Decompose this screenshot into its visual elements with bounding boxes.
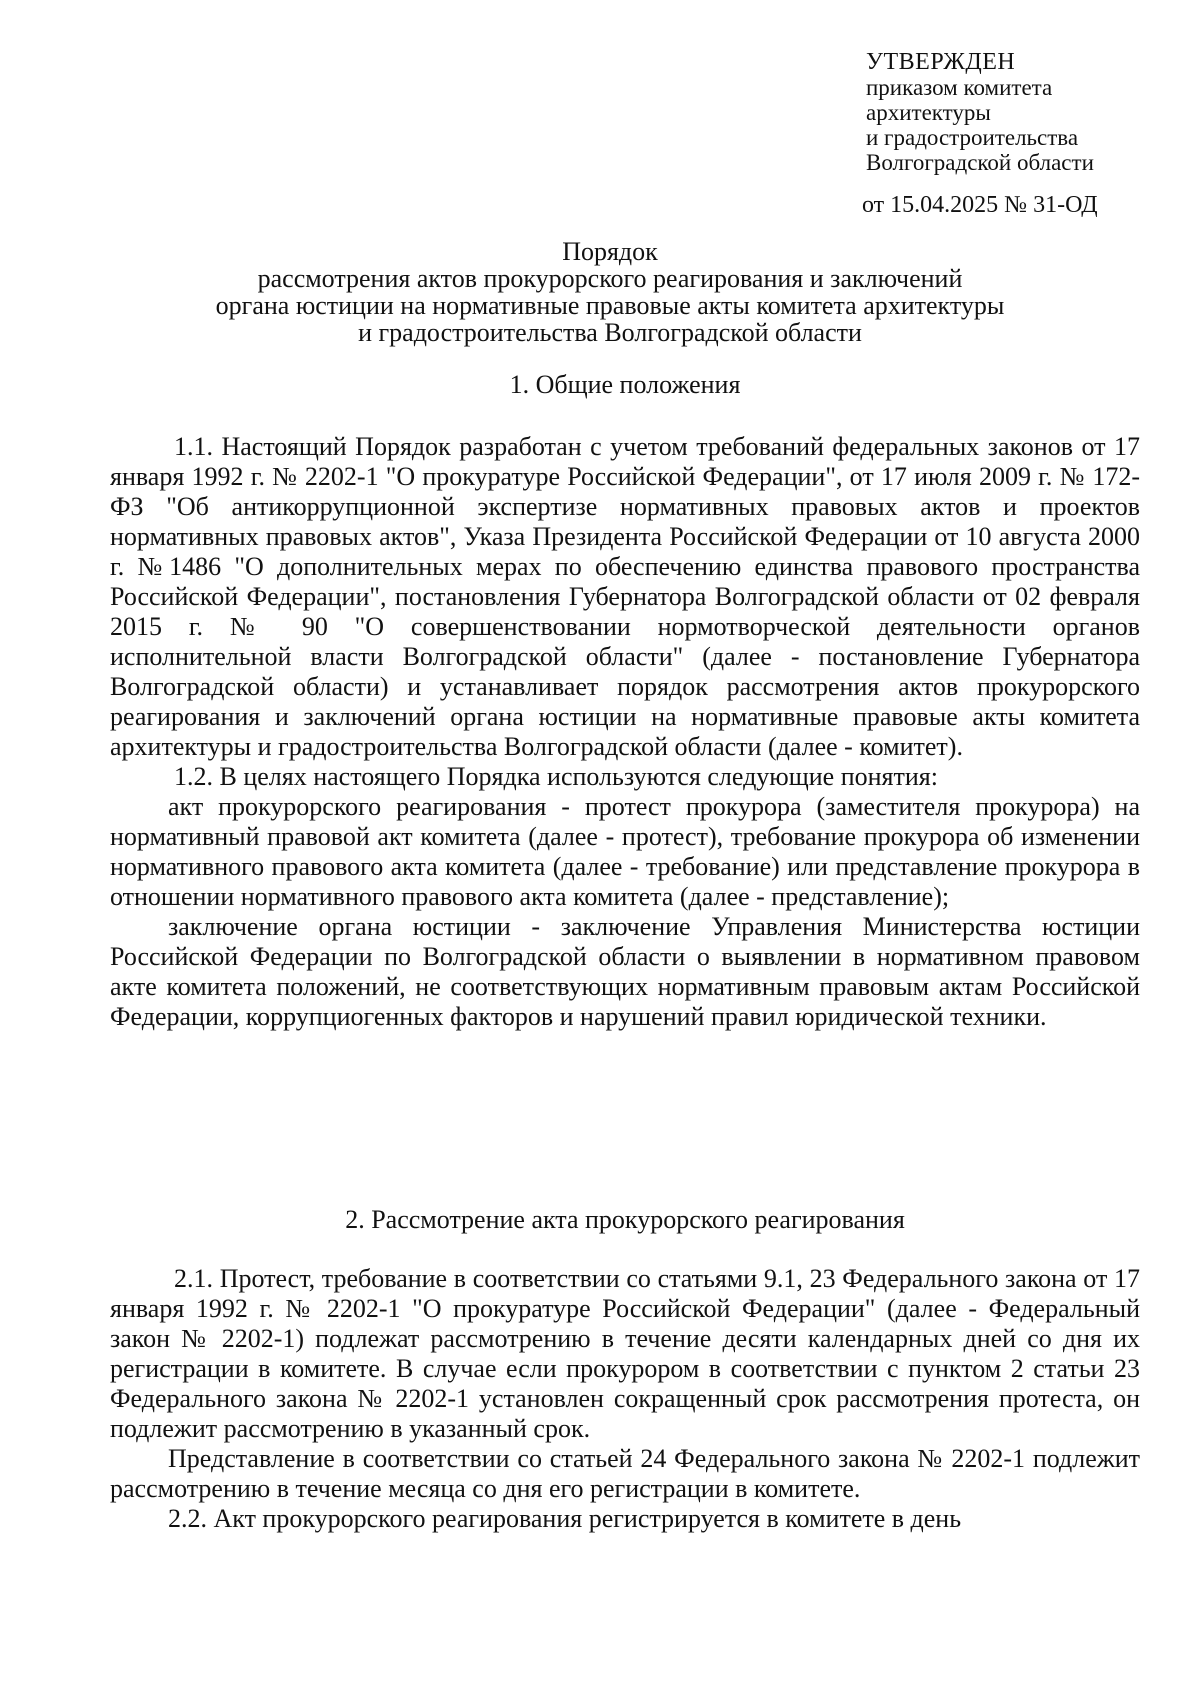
approval-line: архитектуры [866,100,991,125]
paragraph: Представление в соответствии со статьей 24 Федерального закона № 2202-1 подлежит рассмотрению в течение месяца со дня его регистрации в комитете. [110,1444,1140,1503]
paragraph: 2.1. Протест, требование в соответствии со статьями 9.1, 23 Федерального закона от 17 января 1992 г. № 2202-1 "О прокуратуре Российской Федерации" (далее - Федеральный закон № 2202-1) подлежат рассмотрению в течение десяти календарных дней со дня их регистрации в комитете. В случае если прокурором в соответствии с пунктом 2 статьи 23 Федерального закона № 2202-1 установлен сокращенный срок рассмотрения протеста, он подлежит рассмотрению в указанный срок. [110,1264,1140,1443]
section-1-body [110,432,1140,1032]
paragraph: акт прокурорского реагирования - протест прокурора (заместителя прокурора) на нормативный правовой акт комитета (далее - протест), требование прокурора об изменении нормативного правового акта комитета (далее - требование) или представление прокурора в отношении нормативного правового акта комитета (далее - представление); [110,792,1140,911]
document-title-line: рассмотрения актов прокурорского реагирования и заключений [257,264,963,293]
paragraph: 1.1. Настоящий Порядок разработан с учетом требований федеральных законов от 17 января 1992 г. № 2202-1 "О прокуратуре Российской Федерации", от 17 июля 2009 г. № 172-ФЗ "Об антикоррупционной экспертизе нормативных правовых актов и проектов нормативных правовых актов", Указа Президента Российской Федерации от 10 августа 2000 г. №1486 "О дополнительных мерах по обеспечению единства правового пространства Российской Федерации", постановления Губернатора Волгоградской области от 02 февраля 2015 г. № 90 "О совершенствовании нормотворческой деятельности органов исполнительной власти Волгоградской области" (далее - постановление Губернатора Волгоградской области) и устанавливает порядок рассмотрения актов прокурорского реагирования и заключений органа юстиции на нормативные правовые акты комитета архитектуры и градостроительства Волгоградской области (далее - комитет). [110,432,1140,761]
document-title [140,238,1080,346]
document-title-line: органа юстиции на нормативные правовые акты комитета архитектуры [215,291,1005,320]
approval-date: от 15.04.2025 № 31-ОД [862,192,1098,218]
section-heading-1: 1. Общие положения [509,370,741,399]
approval-line: и градостроительства [866,125,1079,150]
section-heading-2: 2. Рассмотрение акта прокурорского реагирования [345,1205,905,1234]
paragraph: 2.2. Акт прокурорского реагирования регистрируется в комитете в день [168,1504,962,1533]
approval-title: УТВЕРЖДЕН [866,49,1016,75]
document-title-line: и градостроительства Волгоградской области [358,318,862,347]
approval-line: приказом комитета [866,75,1053,100]
document-title-line: Порядок [562,237,658,266]
paragraph: заключение органа юстиции - заключение Управления Министерства юстиции Российской Федерации по Волгоградской области о выявлении в нормативном правовом акте комитета положений, не соответствующих нормативным правовым актам Российской Федерации, коррупциогенных факторов и нарушений правил юридической техники. [110,912,1140,1031]
approval-stamp [866,50,1166,175]
approval-line: Волгоградской области [866,150,1094,175]
paragraph: 1.2. В целях настоящего Порядка используются следующие понятия: [174,762,938,791]
section-2-body [110,1264,1140,1534]
